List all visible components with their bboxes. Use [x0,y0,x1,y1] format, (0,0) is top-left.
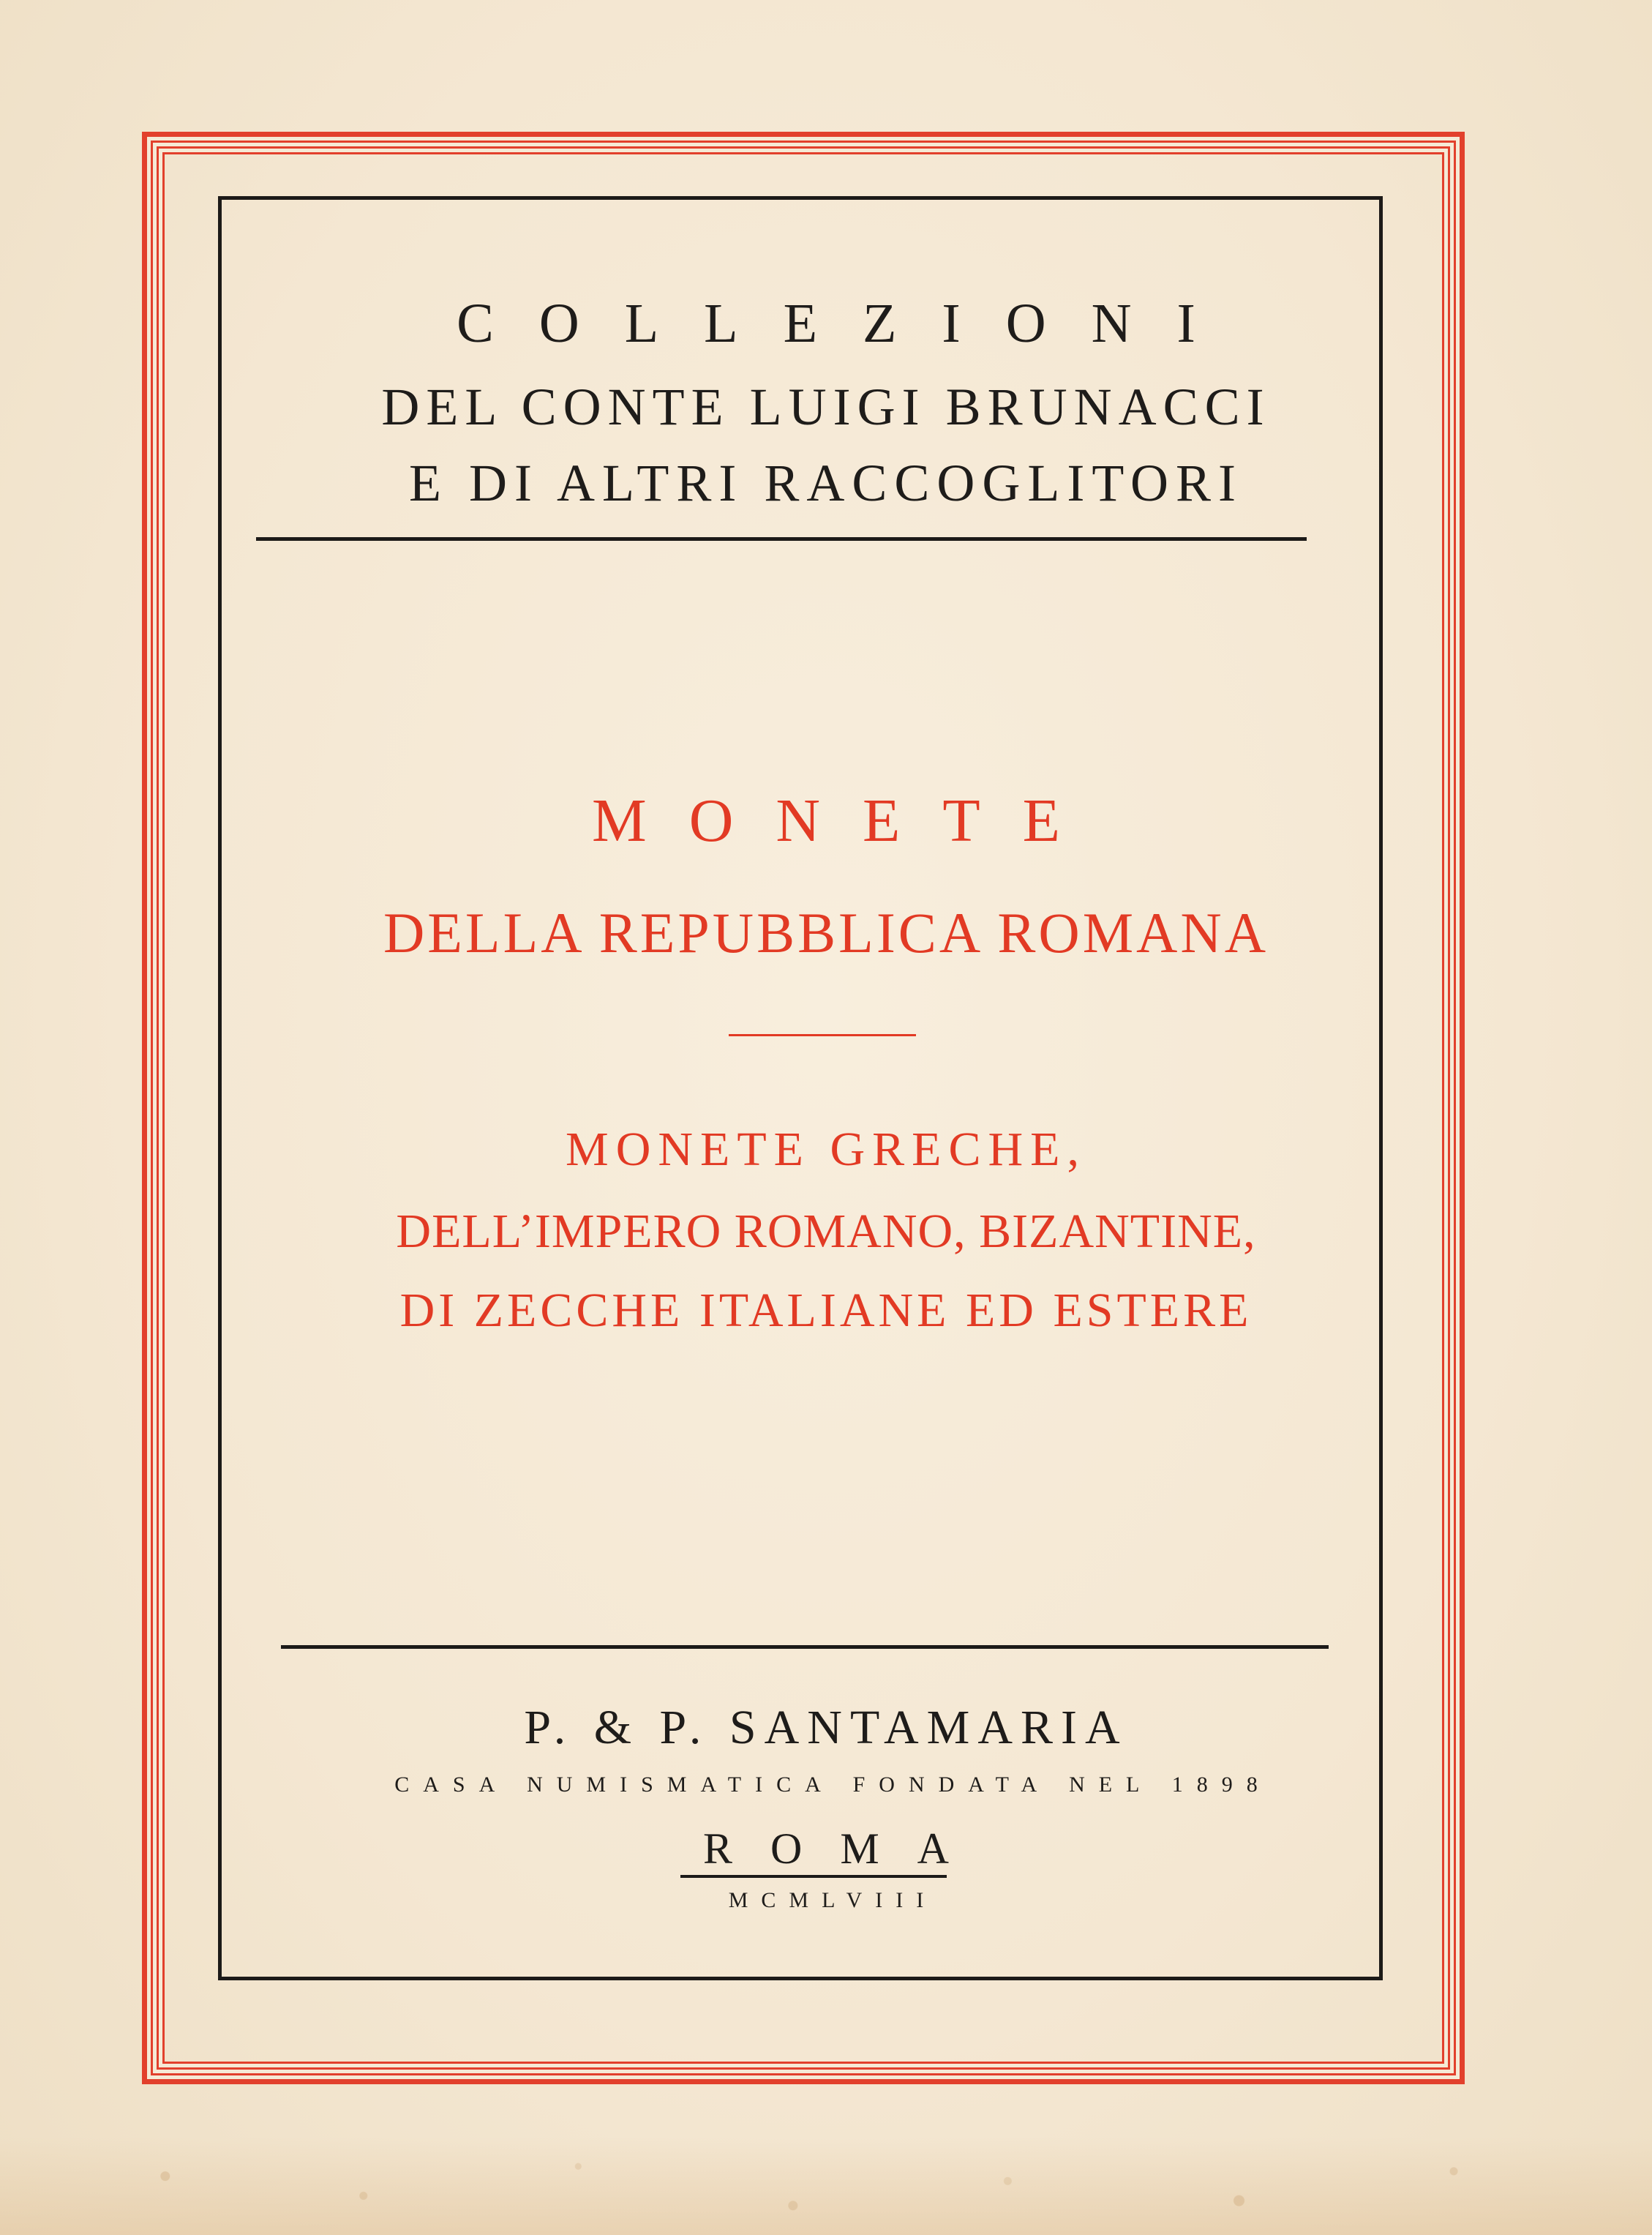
imprint-year: MCMLVIII [728,1888,937,1912]
red-divider-rule [729,1034,916,1036]
subtitle-monete-greche: MONETE GRECHE, [566,1123,1086,1176]
main-title-repubblica: DELLA REPUBBLICA ROMANA [383,901,1269,965]
series-title-collezioni: COLLEZIONI [457,293,1241,354]
main-title-monete: MONETE [592,787,1103,855]
city-underline [680,1875,947,1878]
top-divider-rule [256,537,1307,541]
series-title-raccoglitori: E DI ALTRI RACCOGLITORI [408,454,1244,512]
publisher-name: P. & P. SANTAMARIA [524,1701,1128,1754]
bottom-divider-rule [281,1645,1329,1649]
subtitle-zecche: DI ZECCHE ITALIANE ED ESTERE [399,1284,1253,1337]
series-title-conte: DEL CONTE LUIGI BRUNACCI [381,378,1271,436]
paper-foxing-stains [0,2137,1652,2235]
publisher-tagline: CASA NUMISMATICA FONDATA NEL 1898 [394,1772,1272,1797]
imprint-city: ROMA [702,1824,988,1873]
subtitle-impero-romano: DELL’IMPERO ROMANO, BIZANTINE, [396,1205,1256,1258]
